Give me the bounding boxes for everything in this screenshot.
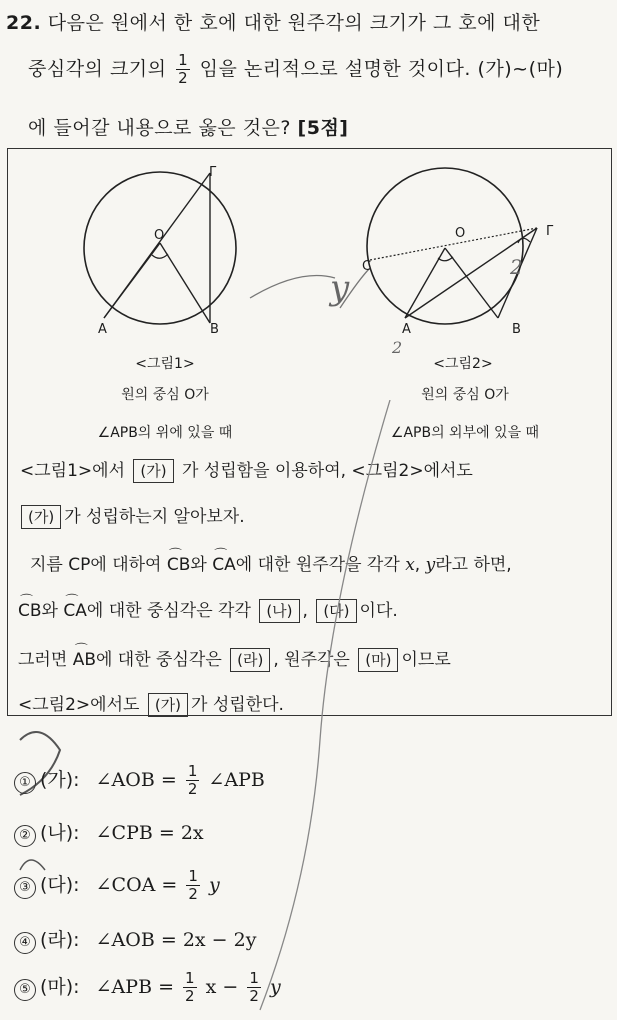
fig2-label-C: C xyxy=(362,259,372,274)
fig1-label-O: O xyxy=(154,228,165,243)
handwriting-2b: 2 xyxy=(392,338,403,357)
body-line-6: <그림2>에서도 (가) 가 성립한다. xyxy=(18,695,284,715)
option-2[interactable]: ② (나): ∠CPB = 2x xyxy=(14,818,204,847)
figures-svg xyxy=(60,158,580,358)
blank-ga-2: (가) xyxy=(21,505,61,529)
body-line-1: <그림1>에서 (가) 가 성립함을 이용하여, <그림2>에서도 xyxy=(20,461,473,481)
blank-ga: (가) xyxy=(133,459,173,483)
question-line-1 xyxy=(6,8,540,35)
fig1-caption: <그림1> xyxy=(135,356,195,372)
figure-2-diagram xyxy=(367,168,537,324)
question-points: [5점] xyxy=(297,117,349,139)
blank-ma: (마) xyxy=(358,648,398,672)
body-line-2: (가) 가 성립하는지 알아보자. xyxy=(18,502,245,529)
fig2-desc-1: 원의 중심 O가 xyxy=(421,387,509,403)
blank-ra: (라) xyxy=(230,648,270,672)
fig2-desc-2: ∠APB의 외부에 있을 때 xyxy=(390,425,540,441)
fig1-label-B: B xyxy=(210,322,219,337)
question-text-2b: 임을 논리적으로 설명한 것이다. (가)~(마) xyxy=(199,58,564,80)
fig1-desc-2: ∠APB의 위에 있을 때 xyxy=(97,425,233,441)
question-text-2a: 중심각의 크기의 xyxy=(28,58,167,80)
option-3[interactable]: ③ (다): ∠COA = $\frac{1}{2}$ y xyxy=(14,868,220,903)
handwriting-y: y xyxy=(330,268,350,308)
fig2-label-O: O xyxy=(455,226,466,241)
fig2-caption: <그림2> xyxy=(433,356,493,372)
question-number: 22. xyxy=(6,12,42,34)
body-line-3: 지름 CP에 대하여 ⌒ CB와 ⌒ CA에 대한 원주각을 각각 x, y라고 하면, xyxy=(30,550,512,575)
fig1-label-P: Γ xyxy=(209,165,217,180)
pencil-stroke-1 xyxy=(250,276,335,299)
option-5[interactable]: ⑤ (마): ∠APB = $\frac{1}{2}$ x − $\frac{1}{2}$ y xyxy=(14,970,281,1005)
blank-ga-3: (가) xyxy=(148,693,188,717)
blank-da: (다) xyxy=(316,599,356,623)
question-line-2 xyxy=(28,52,563,87)
question-text-3: 에 들어갈 내용으로 옳은 것은? xyxy=(28,117,291,139)
blank-na: (나) xyxy=(259,599,299,623)
fig2-label-A: A xyxy=(402,322,411,337)
question-fraction: $\frac{1}{2}$ xyxy=(178,51,189,87)
fig2-label-B: B xyxy=(512,322,521,337)
fig1-desc-1: 원의 중심 O가 xyxy=(121,387,209,403)
body-line-4: ⌒ CB와 ⌒ CA에 대한 중심각은 각각 (나) , (다) 이다. xyxy=(18,596,398,623)
figure-1-diagram xyxy=(84,172,236,324)
option-4[interactable]: ④ (라): ∠AOB = 2x − 2y xyxy=(14,925,256,954)
handwriting-2a: 2 xyxy=(510,255,523,279)
question-line-3 xyxy=(28,113,349,140)
fig1-label-A: A xyxy=(98,322,107,337)
question-text-1: 다음은 원에서 한 호에 대한 원주각의 크기가 그 호에 대한 xyxy=(47,12,541,34)
circle-1 xyxy=(84,172,236,324)
fig2-label-P: Γ xyxy=(546,224,554,239)
option-1[interactable]: ① (가): ∠AOB = $\frac{1}{2}$ ∠APB xyxy=(14,763,265,798)
body-line-5: 그러면 ⌒ AB에 대한 중심각은 (라) , 원주각은 (마) 이므로 xyxy=(18,645,451,672)
